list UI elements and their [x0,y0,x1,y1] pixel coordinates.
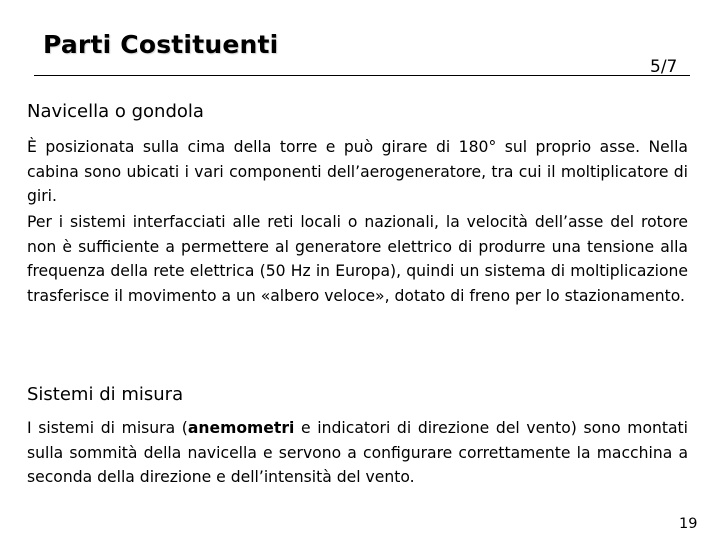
paragraph-text-before: I sistemi di misura ( [27,419,188,437]
page-counter: 5/7 [650,57,678,77]
slide-number: 19 [679,516,698,532]
paragraph-navicella-multiplier: Per i sistemi interfacciati alle reti locali o nazionali, la velocità dell’asse del rotore non è sufficiente a permettere al generatore elettrico di produrre una tensione alla frequenza della rete elettrica (50 Hz in Europa), quindi un sistema di moltiplicazione trasferisce il movimento a un «albero veloce», dotato di freno per lo stazionamento. [27,213,688,305]
highlighted-term-anemometri: anemometri [187,419,295,437]
slide-title: Parti Costituenti [43,30,279,59]
paragraph-sistemi-misura [27,416,688,490]
title-divider [34,75,690,76]
section-heading-navicella: Navicella o gondola [27,101,204,122]
paragraph-text-after: e indicatori di direzione del vento) sono montati sulla sommità della navicella e servono a configurare correttamente la macchina a seconda della direzione e dell’intensità del vento. [27,419,688,487]
paragraph-navicella-position: È posizionata sulla cima della torre e può girare di 180° sul proprio asse. Nella cabina sono ubicati i vari componenti dell’aerogeneratore, tra cui il moltiplicatore di giri. [27,138,688,206]
section-heading-sistemi-misura: Sistemi di misura [27,384,184,405]
